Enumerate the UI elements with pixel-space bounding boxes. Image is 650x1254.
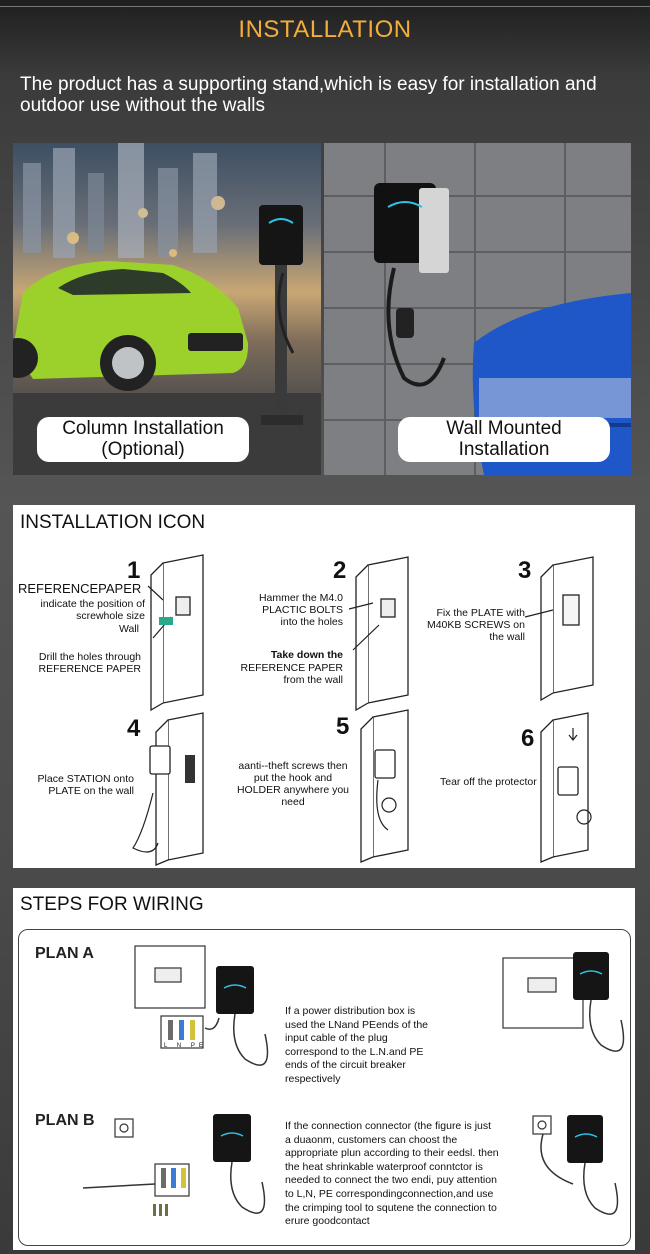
plan-a-label: PLAN A <box>35 945 94 962</box>
column-caption-line2: (Optional) <box>101 439 185 460</box>
step-2-note-bold: Take down the <box>270 649 343 661</box>
terminal-label-l: L <box>164 1043 172 1049</box>
step-6-note: Tear off the protector <box>440 776 537 788</box>
step-4-note: Place STATION onto PLATE on the wall <box>37 773 134 797</box>
step-2-note-a: Hammer the M4.0 PLACTIC BOLTS into the holes <box>258 592 343 628</box>
step-1-note-a: indicate the position of screwhole size <box>40 598 145 622</box>
step-3-note: Fix the PLATE with M40KB SCREWS on the wall <box>426 607 525 643</box>
step-2-note-b: REFERENCE PAPER from the wall <box>240 662 343 686</box>
step-1-note-c: Drill the holes through REFERENCE PAPER <box>38 651 141 675</box>
plan-b-text: If the connection connector (the figure is just a duaonm, customers can choost the appropriate plun according to their eedsl. then the heat shrinkable waterproof conntctor is needed to connect the two endi, puy attention to L,N, PE correspondingconnection,and use the crimping tool to squtene the connection to erure goodcontact <box>285 1120 499 1228</box>
installation-steps-diagram <box>13 505 635 868</box>
wiring-heading: STEPS FOR WIRING <box>20 894 204 915</box>
terminal-label-n: N <box>176 1043 186 1049</box>
step-1-reference-paper-label: REFERENCEPAPER <box>18 581 142 596</box>
column-installation-photo <box>13 143 321 475</box>
terminal-label-pe: PE <box>190 1043 207 1049</box>
page-subtitle: The product has a supporting stand,which is easy for installation and outdoor use without the walls <box>20 74 597 116</box>
step-4-number: 4 <box>127 715 141 742</box>
step-6-number: 6 <box>521 725 535 752</box>
installation-icon-panel <box>13 505 635 868</box>
wall-mounted-caption <box>398 417 610 462</box>
page-title: INSTALLATION <box>238 16 412 43</box>
top-divider <box>0 6 650 7</box>
step-5-number: 5 <box>336 713 350 740</box>
column-installation-caption <box>37 417 249 462</box>
wall-mounted-photo <box>324 143 631 475</box>
step-2-number: 2 <box>333 557 347 584</box>
wall-caption-line1: Wall Mounted <box>446 418 562 439</box>
column-caption-line1: Column Installation <box>62 418 224 439</box>
wall-caption-line2: Installation <box>458 439 550 460</box>
step-1-number: 1 <box>127 557 141 584</box>
step-5-note: aanti--theft screws then put the hook and HOLDER anywhere you need <box>236 760 350 808</box>
plan-b-label: PLAN B <box>35 1112 95 1129</box>
steps-for-wiring-panel <box>13 888 635 1250</box>
installation-icon-heading: INSTALLATION ICON <box>20 512 206 533</box>
step-3-number: 3 <box>518 557 532 584</box>
plan-a-text: If a power distribution box is used the LNand PEends of the input cable of the plug correspond to the L.N.and PE ends of the circuit breaker respectively <box>285 1005 429 1085</box>
step-1-note-wall: Wall <box>118 623 139 635</box>
